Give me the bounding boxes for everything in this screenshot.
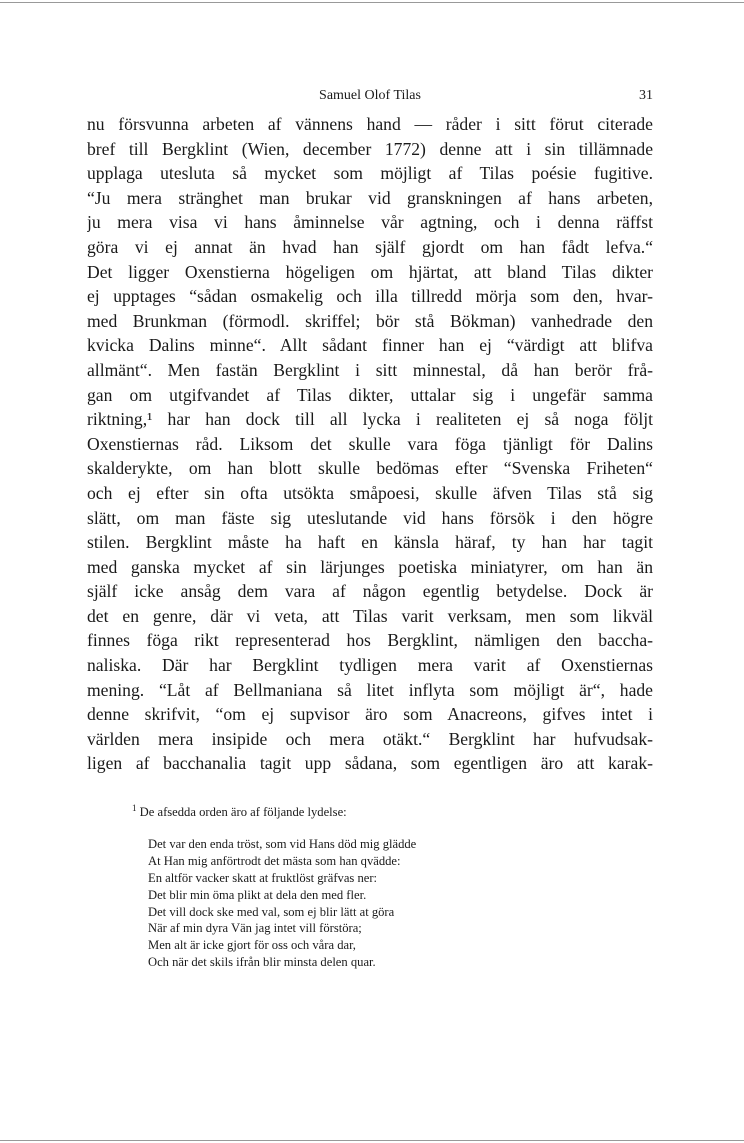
body-line: bref till Bergklint (Wien, december 1772) denne att i sin tillämnade: [87, 138, 653, 159]
body-line: “Ju mera stränghet man brukar vid granskningen af hans arbeten,: [87, 187, 653, 208]
body-line: ju mera visa vi hans åminnelse vår agtning, och i denna räffst: [87, 212, 653, 233]
verse-line: Det vill dock ske med val, som ej blir lätt at göra: [148, 904, 395, 919]
body-line: själf icke ansåg dem vara af någon egentlig betydelse. Dock är: [87, 581, 653, 602]
verse-line: Men alt är icke gjort för oss och våra dar,: [148, 938, 356, 953]
body-line: finnes föga rikt representerad hos Bergklint, nämligen den baccha-: [87, 630, 653, 651]
verse-line: Och när det skils ifrån blir minsta delen quar.: [148, 955, 376, 970]
verse-line: Det blir min öma plikt at dela den med fler.: [148, 887, 367, 902]
body-line: upplaga utesluta så mycket som möjligt af Tilas poésie fugitive.: [87, 163, 653, 184]
body-line: allmänt“. Men fastän Bergklint i sitt minnestal, då han berör frå-: [87, 359, 653, 380]
body-line: denne skrifvit, “om ej supvisor äro som Anacreons, gifves intet i: [87, 704, 653, 725]
body-line: och ej efter sin ofta utsökta småpoesi, skulle äfven Tilas stå sig: [87, 482, 653, 503]
body-line: det en genre, där vi veta, att Tilas varit verksam, men som likväl: [87, 605, 653, 626]
body-line: stilen. Bergklint måste ha haft en känsla häraf, ty han har tagit: [87, 532, 653, 553]
verse-line: En altför vacker skatt at fruktlöst gräfvas ner:: [148, 870, 378, 885]
body-line: ej upptages “sådan osmakelig och illa tillredd mörja som den, hvar-: [87, 286, 653, 307]
body-line: med Brunkman (förmodl. skriffel; bör stå Bökman) vanhedrade den: [87, 310, 653, 331]
footnote: [132, 802, 602, 971]
body-line: gan om utgifvandet af Tilas dikter, uttalar sig i ungefär samma: [87, 384, 653, 405]
verse-line: Det var den enda tröst, som vid Hans död mig glädde: [148, 837, 417, 851]
footnote-intro-text: De afsedda orden äro af följande lydelse:: [139, 805, 347, 819]
page-border-bottom: [0, 1140, 744, 1141]
footnote-verse: [148, 836, 602, 971]
page-number: 31: [639, 88, 653, 103]
body-line: naliska. Där har Bergklint tydligen mera varit af Oxenstiernas: [87, 655, 653, 676]
body-line: skalderykte, om han blott skulle bedömas efter “Svenska Friheten“: [87, 458, 653, 479]
body-line: slätt, om man fäste sig uteslutande vid hans försök i den högre: [87, 507, 653, 528]
body-line: riktning,¹ har han dock till all lycka i realiteten ej så noga följt: [87, 409, 653, 430]
running-head: [87, 88, 653, 108]
body-line: ligen af bacchanalia tagit upp sådana, som egentligen äro att karak-: [87, 753, 653, 774]
body-line: nu försvunna arbeten af vännens hand — råder i sitt förut citerade: [87, 114, 653, 134]
footnote-marker: 1: [132, 803, 137, 813]
body-line: göra vi ej annat än hvad han själf gjordt om han fådt lefva.“: [87, 236, 653, 257]
verse-line: At Han mig anförtrodt det mästa som han qvädde:: [148, 853, 401, 868]
body-line: Oxenstiernas råd. Liksom det skulle vara föga tjänligt för Dalins: [87, 433, 653, 454]
body-line: med ganska mycket af sin lärjunges poetiska miniatyrer, om han än: [87, 556, 653, 577]
body-line: Det ligger Oxenstierna högeligen om hjärtat, att bland Tilas dikter: [87, 261, 653, 282]
body-line: mening. “Låt af Bellmaniana så litet inflyta som möjligt är“, hade: [87, 679, 653, 700]
body-text: [87, 112, 653, 776]
page-border-top: [0, 2, 744, 3]
body-line: världen mera insipide och mera otäkt.“ Bergklint har hufvudsak-: [87, 728, 653, 749]
body-line: kvicka Dalins minne“. Allt sådant finner han ej “värdigt att blifva: [87, 335, 653, 356]
footnote-intro: [132, 802, 602, 822]
running-title: Samuel Olof Tilas: [319, 88, 421, 103]
verse-line: När af min dyra Vän jag intet vill förstöra;: [148, 921, 362, 936]
